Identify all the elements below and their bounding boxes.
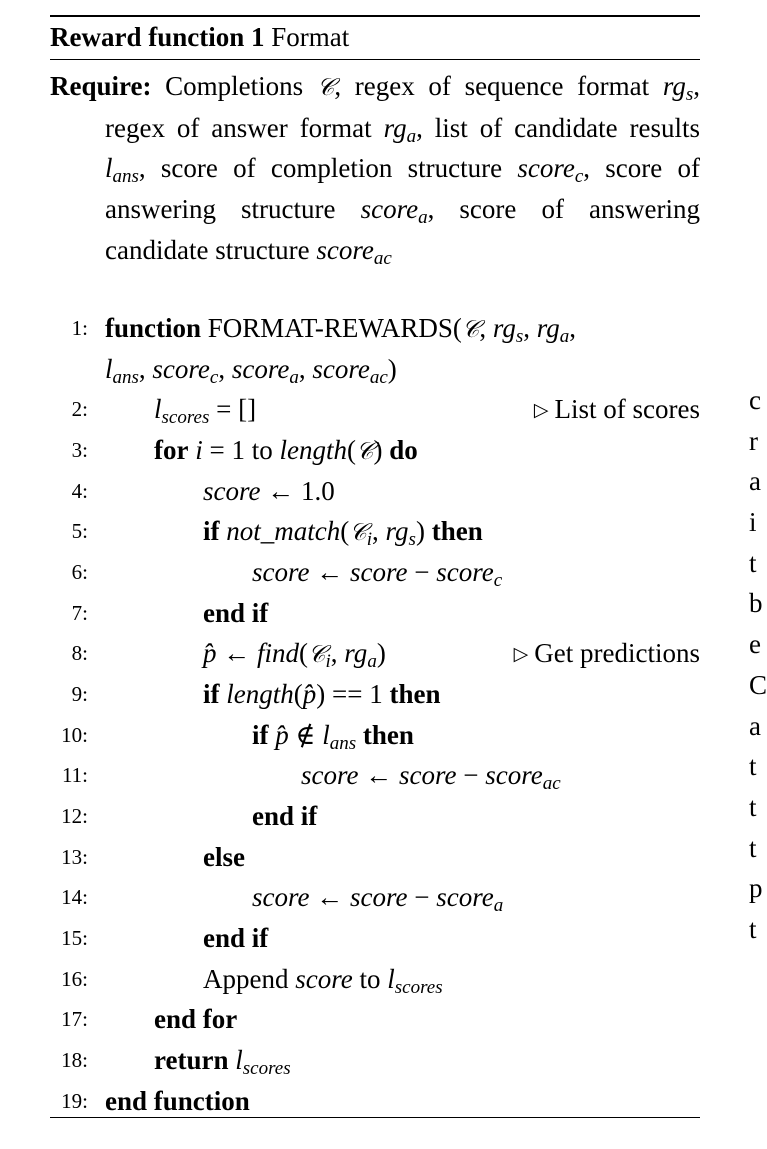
bottom-rule <box>50 1117 700 1118</box>
code-line-17: 17: end for <box>61 1004 238 1034</box>
code-line-14: 14: score ← score − score$_a$ <box>61 882 504 916</box>
code-line-5: 5: if not_match(𝒞$_i$, $rg_s$) then <box>71 516 483 550</box>
comment-list-of-scores: ▷ List of scores <box>533 394 700 424</box>
code-line-13: 13: else <box>61 842 245 872</box>
line-number: 1: <box>71 316 88 340</box>
cropped-column-text: c r a i t b e C a t t t p t <box>749 385 767 944</box>
code-line-10: 10: if p̂ ∉ $l_{ans}$ then <box>61 720 414 754</box>
triangle-icon: ▷ <box>533 400 549 421</box>
code-line-9: 9: if length(p̂) == 1 then <box>71 679 441 709</box>
code-line-18: 18: return $l_{scores}$ <box>61 1045 291 1079</box>
algorithm-title <box>50 19 700 55</box>
code-line-15: 15: end if <box>61 923 269 953</box>
code-line-4: 4: score ← 1.0 <box>71 476 335 506</box>
code-line-6: 6: score ← score − score$_c$ <box>71 557 503 591</box>
code-line-19: 19: end function <box>61 1086 250 1116</box>
require-block: Require: Completions 𝒞, regex of sequence format $rg_s$, regex of answer format $rg_a$, list of candidate results $l_{ans}$, score of completion structure score$_c$, score of answering structure score$_a$, score of answering candidate structure score$_{ac}$ <box>50 71 700 269</box>
code-line-11: 11: score ← score − score$_{ac}$ <box>61 760 561 794</box>
triangle-icon: ▷ <box>513 644 529 665</box>
code-line-12: 12: end if <box>61 801 318 831</box>
require-label: Require: <box>50 71 152 101</box>
algorithm-name: Format <box>271 22 350 52</box>
code-line-1-cont: $l_{ans}$, score$_c$, score$_a$, score$_{ac}$) <box>105 354 397 388</box>
algorithm-label: Reward function 1 <box>50 22 265 52</box>
code-line-3: 3: for i = 1 to length(𝒞) do <box>71 435 418 465</box>
code-line-7: 7: end if <box>71 598 269 628</box>
code-line-8: 8: p̂ ← find(𝒞$_i$, $rg_a$) ▷ Get predictions <box>50 633 700 673</box>
title-rule <box>50 59 700 60</box>
comment-get-predictions: ▷ Get predictions <box>513 638 700 668</box>
code-line-16: 16: Append score to $l_{scores}$ <box>61 964 443 998</box>
top-rule <box>50 15 700 17</box>
algorithm-box <box>50 15 700 1116</box>
code-line-1: 1: function FORMAT-REWARDS(𝒞, $rg_s$, $rg_a$, <box>50 308 700 348</box>
code-line-2: 2: $l_{scores}$ = [] ▷ List of scores <box>50 389 700 429</box>
